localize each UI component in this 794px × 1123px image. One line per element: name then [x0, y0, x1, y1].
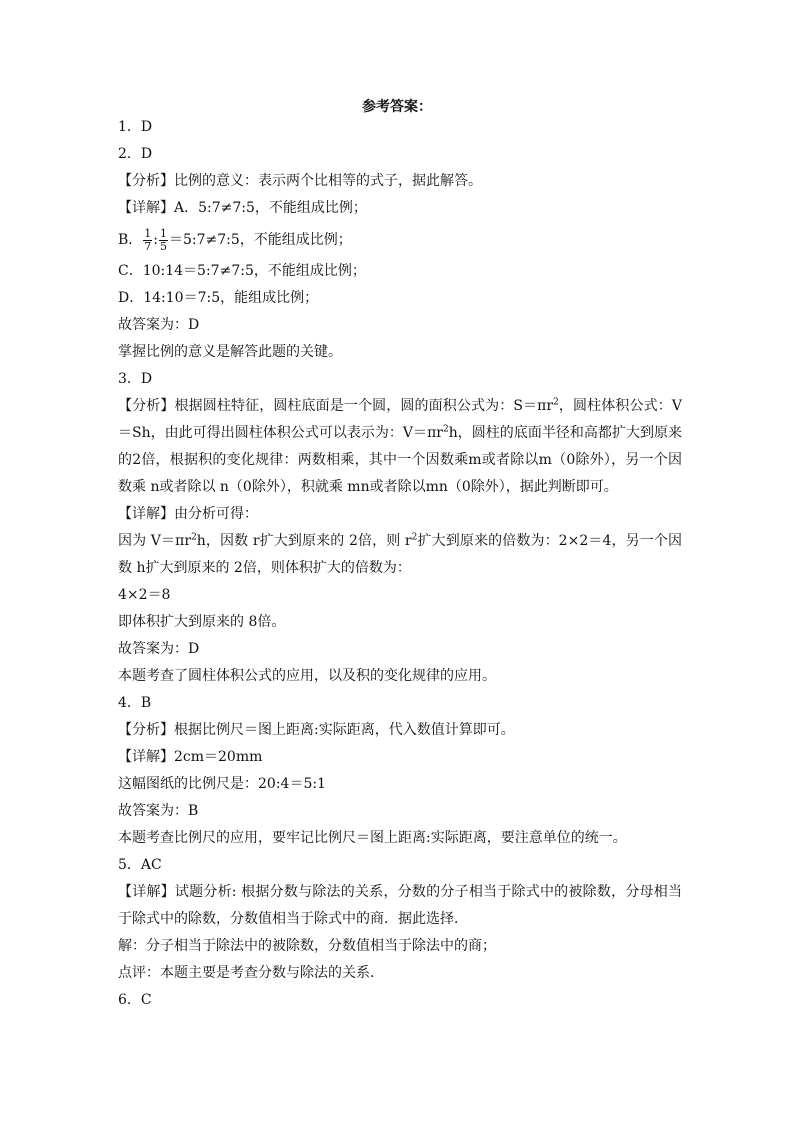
page-title: 参考答案：	[362, 99, 432, 115]
q2-analysis	[118, 168, 682, 195]
detail-tag: 【详解】	[118, 506, 174, 522]
analysis-tag: 【分析】	[118, 398, 175, 414]
q3-detail-text-2a: 因为 V＝πr	[118, 533, 192, 549]
detail-tag: 【详解】	[118, 200, 174, 216]
q4-detail-1	[118, 744, 682, 771]
superscript: 2	[553, 397, 559, 408]
q5-detail	[118, 879, 682, 933]
q2-detail-c: C．10:14＝5:7≠7:5，不能组成比例；	[118, 263, 366, 279]
q3-detail-2	[118, 528, 682, 582]
q3-analysis	[118, 393, 682, 501]
q4-final-answer: 故答案为：B	[118, 803, 199, 819]
analysis-tag: 【分析】	[118, 722, 174, 738]
q2-option-b-prefix: B．	[118, 232, 143, 248]
q3-analysis-text-3: h，圆柱的底面半径和高都扩大到原来的2倍，根据积的变化规律：两数相乘，其中一个因数乘m或者除以m（0除外），另一个因数乘 n或者除以 n（0除外），积就乘 mn或者除以mn（0除外），据此判断即可。	[118, 425, 682, 495]
q2-detail-d: D．14:10＝7:5，能组成比例；	[118, 290, 319, 306]
q1-answer: 1．D	[118, 119, 153, 135]
superscript: 2	[411, 532, 418, 543]
q4-answer: 4．B	[118, 695, 152, 711]
q6-answer: 6．C	[118, 992, 152, 1008]
q3-detail-text-1: 由分析可得：	[174, 506, 258, 522]
q3-detail-1	[118, 501, 682, 528]
q3-note: 本题考查了圆柱体积公式的应用，以及积的变化规律的应用。	[118, 668, 496, 684]
q3-final-answer: 故答案为：D	[118, 641, 200, 657]
q2-answer: 2．D	[118, 146, 153, 162]
q2-option-b-suffix: ＝5:7≠7:5，不能组成比例；	[169, 232, 352, 248]
fraction-one-fifth: $\frac{1}{5}$	[160, 226, 168, 253]
q4-analysis	[118, 717, 682, 744]
q2-detail-b	[118, 222, 682, 258]
q5-comment: 点评：本题主要是考查分数与除法的关系．	[118, 965, 384, 981]
answer-content	[118, 114, 682, 1014]
q5-detail-text: 试题分析: 根据分数与除法的关系，分数的分子相当于除式中的被除数，分母相当于除式中的除数，分数值相当于除式中的商．据此选择．	[118, 884, 682, 927]
q3-answer: 3．D	[118, 371, 153, 387]
q2-detail-a	[118, 195, 682, 222]
q3-detail-text-2b: h，因数 r扩大到原来的 2倍，则 r	[196, 533, 412, 549]
detail-tag: 【详解】	[118, 884, 175, 900]
superscript: 2	[442, 424, 449, 435]
q2-option-a: A．5:7≠7:5，不能组成比例；	[174, 200, 367, 216]
q3-calc: 4×2＝8	[118, 587, 171, 603]
fraction-one-seventh: $\frac{1}{7}$	[144, 226, 152, 253]
q3-detail-text-2c: 扩大到原来的倍数为：2×2＝4，另一个因数 h扩大到原来的 2倍，则体积扩大的倍数为：	[118, 533, 682, 576]
q2-final-answer: 故答案为：D	[118, 317, 200, 333]
q4-detail-2: 这幅图纸的比例尺是：20:4＝5:1	[118, 776, 326, 792]
detail-tag: 【详解】	[118, 749, 174, 765]
q4-detail-text-1: 2cm＝20mm	[174, 749, 263, 765]
q5-solution: 解：分子相当于除法中的被除数，分数值相当于除法中的商；	[118, 938, 496, 954]
q4-note: 本题考查比例尺的应用，要牢记比例尺＝图上距离:实际距离，要注意单位的统一。	[118, 830, 627, 846]
q4-analysis-text: 根据比例尺＝图上距离:实际距离，代入数值计算即可。	[174, 722, 515, 738]
q3-analysis-text-2: ，圆柱体积公式：V＝Sh，由此可得出圆柱体积公式可以表示为：V＝πr	[118, 398, 682, 441]
superscript: 2	[191, 532, 197, 543]
analysis-tag: 【分析】	[118, 173, 174, 189]
q3-result: 即体积扩大到原来的 8倍。	[118, 614, 286, 630]
ratio-colon: :	[153, 232, 159, 248]
q2-note: 掌握比例的意义是解答此题的关键。	[118, 344, 342, 360]
q2-analysis-text: 比例的意义：表示两个比相等的式子，据此解答。	[174, 173, 482, 189]
q3-analysis-text-1: 根据圆柱特征，圆柱底面是一个圆，圆的面积公式为：S＝πr	[174, 398, 554, 414]
q5-answer: 5．AC	[118, 857, 162, 873]
